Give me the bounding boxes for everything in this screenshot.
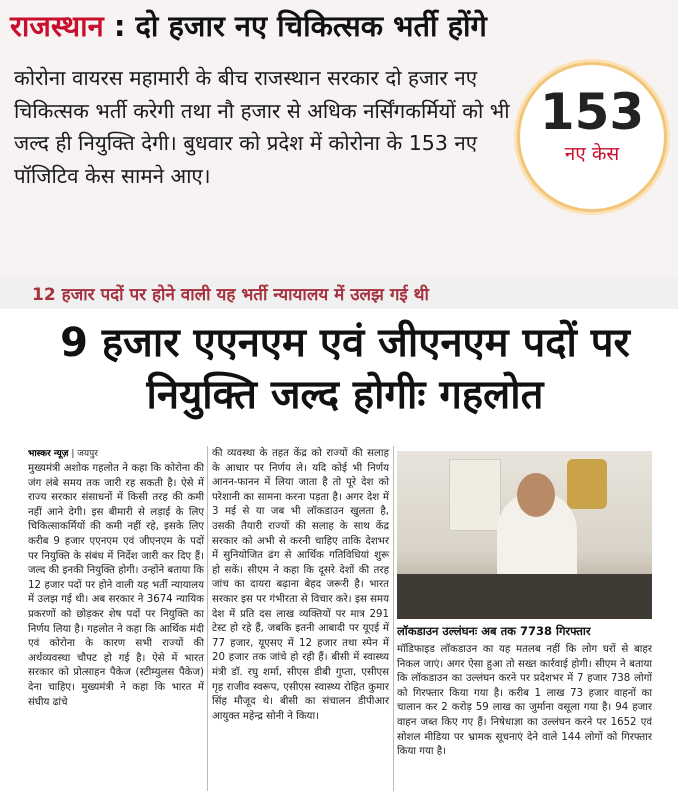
cm-photo (397, 451, 652, 619)
article-column-2: की व्यवस्था के तहत केंद्र को राज्यों की सलाह के आधार पर निर्णय ले। यदि कोई भी निर्णय आनन-फानन में लिया जाता है तो पूरे देश को परेशानी का सामना करना पड़ता है। अगर देश में 3 मई से या जब भी लॉकडाउन खुलता है, उसकी तैयारी राज्यों की सलाह के साथ केंद्र सरकार को अभी से करनी चाहिए ताकि देशभर में सुनियोजित ढंग से आर्थिक गतिविधियां शुरू हो सकें। सीएम ने कहा कि दूसरे देशों की तरह जांच का दायरा बढ़ाना बेहद जरूरी है। भारत सरकार इस पर गंभीरता से विचार करे। इस समय देश में प्रति दस लाख व्यक्तियों पर मात्र 291 टेस्ट हो रहे हैं, जबकि इतनी आबादी पर यूएई में 77 हजार, यूएसए में 12 हजार तथा स्पेन में 20 हजार तक जांचे हो रही हैं। बीसी में स्वास्थ्य मंत्री डॉ. रघु शर्मा, सीएस डीबी गुप्ता, एसीएस गृह राजीव स्वरूप, एसीएस स्वास्थ्य रोहित कुमार सिंह मौजूद थे। बीसी का संचालन डीपीआर आयुक्त महेन्द्र सोनी ने किया। (212, 448, 389, 722)
article-column-3: मॉडिफाइड लॉकडाउन का यह मतलब नहीं कि लोग घरों से बाहर निकल जाएं। अगर ऐसा हुआ तो सख्त कार्रवाई होगी। सीएम ने बताया कि लॉकडाउन का उल्लंघन करने पर प्रदेशभर में 7 हजार 738 लोगों को गिरफ्तार किया गया है। करीब 1 लाख 73 हजार वाहनों का चालान कर 2 करोड़ 59 लाख का जुर्माना वसूला गया है। 94 हजार वाहन जब्त किए गए हैं। निषेधाज्ञा का उल्लंघन करने पर 1652 एवं सोशल मीडिया पर भ्रामक सूचनाएं देने वाले 144 लोगों को गिरफ्तार किया गया है। (397, 644, 652, 758)
intro-paragraph: कोरोना वायरस महामारी के बीच राजस्थान सरकार दो हजार नए चिकित्सक भर्ती करेगी तथा नौ हजार से अधिक नर्सिंगकर्मियों को भी जल्द ही नियुक्ति देगी। बुधवार को प्रदेश में कोरोना के 153 नए पॉजिटिव केस सामने आए। (14, 66, 510, 188)
article-headline: 9 हजार एएनएम एवं जीएनएम पदों पर नियुक्ति जल्द होगीः गहलोत (60, 320, 630, 418)
banner-separator: : (103, 9, 136, 43)
column-divider (393, 446, 394, 791)
banner-headline (10, 4, 670, 48)
banner-state: राजस्थान (10, 9, 104, 43)
column-divider (207, 446, 208, 791)
byline-place: जयपुर (77, 449, 98, 459)
banner-title: दो हजार नए चिकित्सक भर्ती होंगे (135, 9, 487, 43)
byline: भास्कर न्यूज़ | जयपुर (28, 449, 98, 459)
photo-desk (397, 574, 652, 619)
emblem-icon (567, 459, 607, 509)
article-column-1: मुख्यमंत्री अशोक गहलोत ने कहा कि कोरोना की जंग लंबे समय तक जारी रह सकती है। ऐसे में राज्य सरकार संसाधनों में किसी तरह की कमी नहीं आने देगी। इस बीमारी से लड़ाई के लिए चिकित्साकर्मियों की कमी नहीं रहे, इसके लिए करीब 9 हजार एएनएम एवं जीएनएम के पदों पर नियुक्ति के संबंध में निर्देश जारी कर दिए हैं। जल्द की इनकी नियुक्ति होगी। उन्होंने बताया कि 12 हजार पदों पर होने वाली यह भर्ती न्यायालय में उलझ गई थी। अब सरकार ने 3674 न्यायिक प्रकरणों को छोड़कर शेष पदों पर नियुक्ति का निर्णय लिया है। गहलोत ने कहा कि आर्थिक मंदी एवं कोरोना के कारण सभी राज्यों की अर्थव्यवस्था चौपट हो गई है। ऐसे में भारत सरकार को प्रोत्साहन पैकेज (स्टीम्युलस पैकेज) देना चाहिए। मुख्यमंत्री ने कहा कि भारत में संघीय ढांचे (28, 463, 204, 708)
byline-source: भास्कर न्यूज़ (28, 449, 69, 459)
cases-count: 153 (539, 83, 645, 141)
cases-label: नए केस (564, 143, 620, 165)
article-subheadline: 12 हजार पदों पर होने वाली यह भर्ती न्यायालय में उलझ गई थी (32, 285, 429, 305)
photo-caption: लॉकडाउन उल्लंघनः अब तक 7738 गिरफ्तार (397, 624, 591, 638)
cases-badge (517, 62, 667, 212)
photo-poster (449, 459, 501, 531)
photo-person-head (517, 473, 555, 517)
